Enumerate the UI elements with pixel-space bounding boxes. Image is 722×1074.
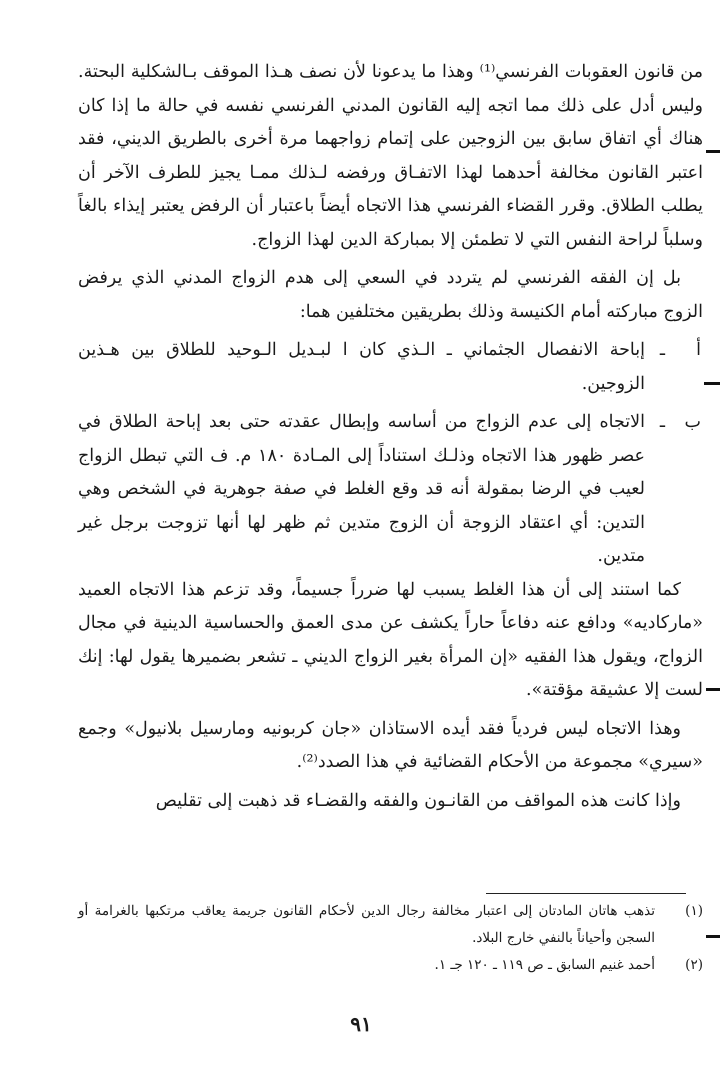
paragraph-4: وهذا الاتجاه ليس فردياً فقد أيده الاستاذان «جان كربونيه ومارسيل بلانيول» وجمع «سيري» مجموعة من الأحكام القضائية في هذا الصدد⁽²⁾.: [78, 718, 703, 772]
list-dash-b: ـ: [659, 412, 665, 432]
list-item-a: [78, 334, 703, 401]
footnote-text-1: تذهب هاتان المادتان إلى اعتبار مخالفة رجال الدين لأحكام القانون جريمة يعاقب مرتكبها بالغرامة أو السجن وأحياناً بالنفي خارج البلاد.: [78, 903, 655, 946]
margin-mark: [704, 382, 720, 385]
footnote-text-2: أحمد غنيم السابق ـ ص ١١٩ ـ ١٢٠ جـ ١.: [434, 957, 655, 973]
list-item-b: [78, 406, 703, 574]
margin-mark: [706, 150, 720, 153]
footnote-number-2: (٢): [685, 957, 703, 973]
footnote-divider: [486, 893, 686, 894]
margin-mark: [706, 688, 720, 691]
page-number: ٩١: [350, 1012, 372, 1036]
footnotes: [78, 898, 703, 979]
footnote-1: [78, 898, 703, 952]
margin-mark: [706, 935, 720, 938]
paragraph-2: بل إن الفقه الفرنسي لم يتردد في السعي إلى هدم الزواج المدني الذي يرفض الزوج مباركته أمام الكنيسة وذلك بطريقين مختلفين هما:: [78, 268, 703, 322]
main-text: [78, 56, 703, 818]
list-dash-a: ـ: [659, 340, 665, 360]
list-letter-a: أ: [696, 340, 701, 360]
list-letter-b: ب: [684, 412, 701, 432]
list-text-b: الاتجاه إلى عدم الزواج من أساسه وإبطال عقدته حتى بعد إباحة الطلاق في عصر ظهور هذا الاتجاه وذلـك استناداً إلى المـادة ١٨٠ م. ف التي تبطل الزواج لعيب في الرضا بمقولة أنه قد وقع الغلط في صفة جوهرية في الشخص وهي التدين: أي اعتقاد الزوجة أن الزوج متدين ثم ظهر لها أنها تزوجت برجل غير متدين.: [78, 412, 645, 566]
paragraph-3: كما استند إلى أن هذا الغلط يسبب لها ضرراً جسيماً، وقد تزعم هذا الاتجاه العميد «ماركاديه» ودافع عنه دفاعاً حاراً يكشف عن مدى العمق والحساسية الدينية في مجال الزواج، ويقول هذا الفقيه «إن المرأة بغير الزواج الديني ـ تشعر بضميرها يقول لها: إنك لست إلا عشيقة مؤقتة».: [78, 579, 703, 700]
footnote-number-1: (١): [685, 903, 703, 919]
list-text-a: إباحة الانفصال الجثماني ـ الـذي كان ا لبـديل الـوحيد للطلاق بين هـذين الزوجين.: [78, 340, 645, 394]
footnote-2: [78, 952, 703, 979]
paragraph-5: وإذا كانت هذه المواقف من القانـون والفقه والقضـاء قد ذهبت إلى تقليص: [155, 790, 681, 811]
paragraph-1: من قانون العقوبات الفرنسي⁽¹⁾ وهذا ما يدعونا لأن نصف هـذا الموقف بـالشكلية البحتة. وليس أدل على ذلك مما اتجه إليه القانون المدني الفرنسي نفسه في حالة ما إذا كان هناك أي اتفاق سابق بين الزوجين على إتمام زواجهما مرة أخرى بالطريق الديني، فقد اعتبر القانون مخالفة أحدهما لهذا الاتفـاق ورفضه لـذلك ممـا يجيز للطرف الآخر أن يطلب الطلاق. وقرر القضاء الفرنسي هذا الاتجاه أيضاً باعتبار أن الرفض يعتبر إيذاء بالغاً وسلباً لراحة النفس التي لا تطمئن إلا بمباركة الدين لهذا الزواج.: [78, 62, 703, 250]
